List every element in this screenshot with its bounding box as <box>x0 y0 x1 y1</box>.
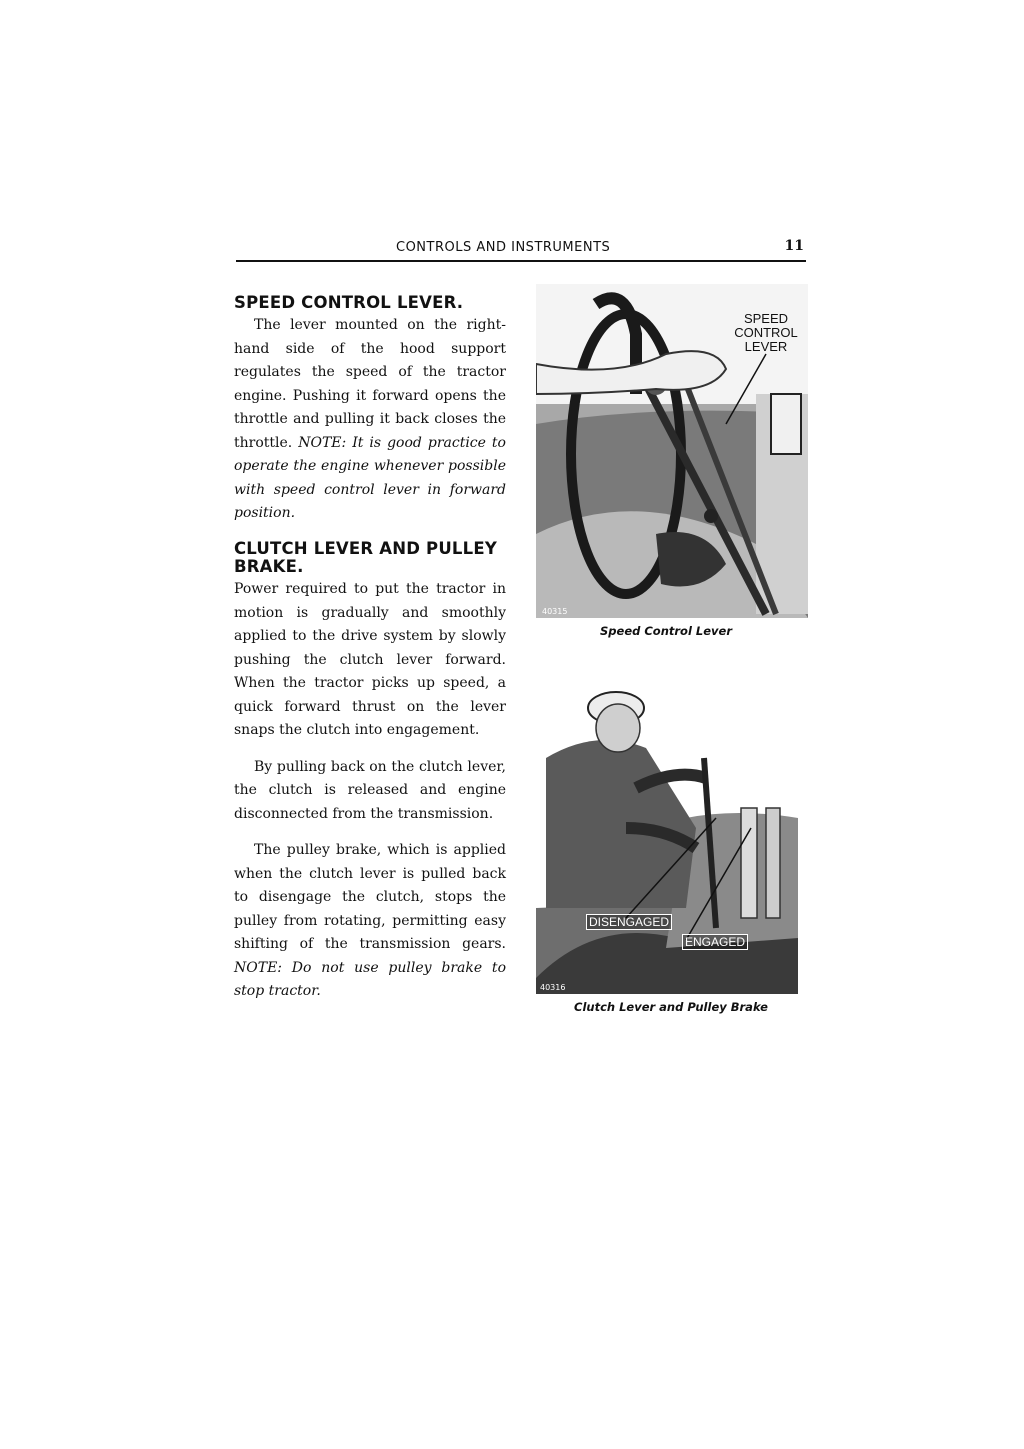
disengaged-label: DISENGAGED <box>586 914 672 930</box>
label-line-control: CONTROL <box>734 325 798 340</box>
figure-caption-speed-control: Speed Control Lever <box>600 624 732 638</box>
speed-control-note: NOTE: It is good practice to operate the engine whenever possible with speed control lever in forward position. <box>234 434 506 521</box>
clutch-lever-illustration <box>536 678 798 994</box>
clutch-lever-photo <box>536 678 798 994</box>
section-speed-control <box>234 294 506 526</box>
pulley-brake-body: The pulley brake, which is applied when the clutch lever is pulled back to disengage the clutch, stops the pulley from rotating, permitting easy shifting of the transmission gears. <box>234 842 506 952</box>
page-number: 11 <box>784 238 804 254</box>
speed-control-body: The lever mounted on the right-hand side of the hood support regulates the speed of the tractor engine. Pushing it forward opens the throttle and pulling it back closes the throttle. <box>234 317 506 451</box>
speed-control-lever-photo <box>536 284 808 618</box>
photo-number-1: 40315 <box>542 607 568 616</box>
label-line-speed: SPEED <box>743 311 789 326</box>
clutch-paragraph-3 <box>234 839 506 1004</box>
speed-control-paragraph <box>234 314 506 526</box>
speed-control-lever-label <box>724 312 808 354</box>
header-title: CONTROLS AND INSTRUMENTS <box>396 240 611 255</box>
clutch-paragraph-2: By pulling back on the clutch lever, the clutch is released and engine disconnected from the transmission. <box>234 758 506 822</box>
figure-caption-clutch-lever: Clutch Lever and Pulley Brake <box>574 1000 768 1014</box>
engaged-label: ENGAGED <box>682 934 748 950</box>
photo-number-2: 40316 <box>540 983 566 992</box>
clutch-paragraph-1: Power required to put the tractor in motion is gradually and smoothly applied to the drive system by slowly pushing the clutch lever forward. When the tractor picks up speed, a quick forward thrust on the lever snaps the clutch into engagement. <box>234 581 506 738</box>
section-clutch-lever <box>234 540 506 1004</box>
pulley-brake-note: NOTE: Do not use pulley brake to stop tractor. <box>234 959 506 999</box>
section-heading-speed-control: SPEED CONTROL LEVER. <box>234 293 464 312</box>
running-header <box>236 238 806 262</box>
label-line-lever: LEVER <box>744 339 788 354</box>
section-heading-clutch-lever: CLUTCH LEVER AND PULLEY BRAKE. <box>234 539 497 576</box>
